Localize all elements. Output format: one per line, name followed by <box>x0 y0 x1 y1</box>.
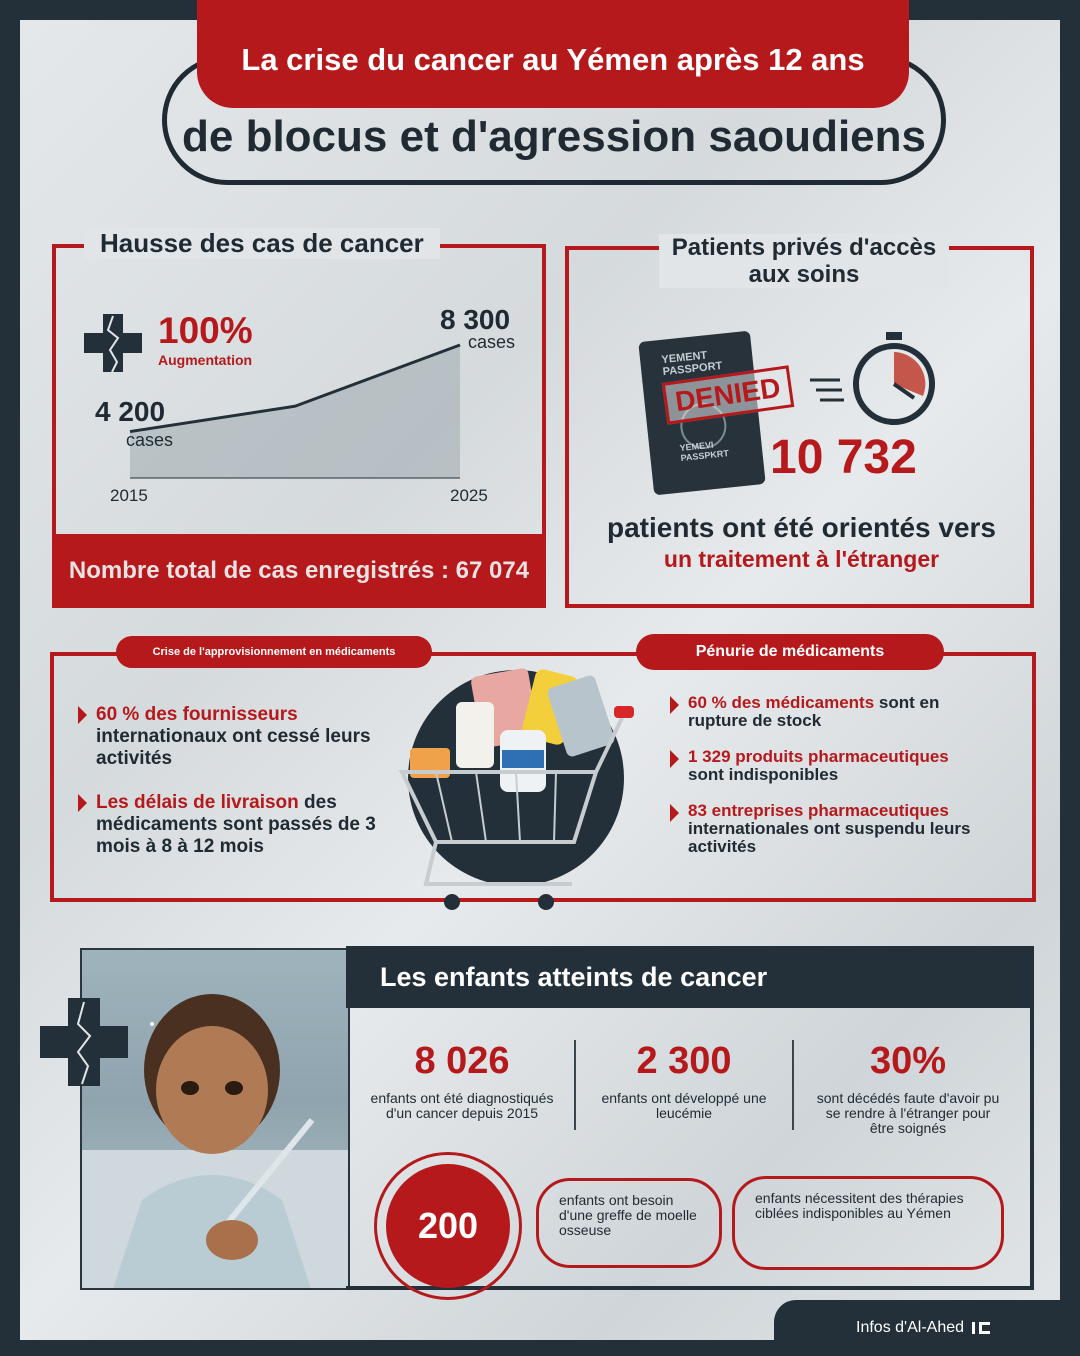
footer-label: Infos d'Al-Ahed <box>856 1319 965 1336</box>
supply-item-2-text: des médicaments sont passés de 3 mois à 8 à 12 mois <box>96 792 376 857</box>
stat-deaths-value: 30% <box>869 1040 947 1082</box>
arrow-icon <box>78 794 87 812</box>
supply-crisis-pill: Crise de l'approvisionnement en médicaments <box>116 636 432 668</box>
year-end: 2025 <box>450 486 488 505</box>
transplant-count: 200 <box>386 1164 510 1288</box>
shortage-item-2-highlight: 1 329 produits pharmaceutiques <box>688 747 949 766</box>
supply-item-1 <box>96 704 376 770</box>
cracked-cross-icon <box>38 996 130 1088</box>
shortage-item-2-text: sont indisponibles <box>688 765 839 784</box>
arrow-icon <box>670 804 679 822</box>
start-unit: cases <box>126 430 174 450</box>
stat-diagnosed-value: 8 026 <box>414 1040 510 1082</box>
stat-deaths <box>812 1040 1004 1136</box>
shortage-pill: Pénurie de médicaments <box>636 634 944 670</box>
total-cases-banner: Nombre total de cas enregistrés : 67 074 <box>52 534 546 608</box>
access-desc-line1: patients ont été orientés vers <box>606 512 996 543</box>
increase-label: Augmentation <box>158 352 253 368</box>
access-desc-line2: un traitement à l'étranger <box>663 546 940 572</box>
shortage-item-3-highlight: 83 entreprises pharmaceutiques <box>688 801 949 820</box>
shortage-item-2 <box>688 748 988 784</box>
shortage-item-3 <box>688 802 988 856</box>
passport-label-top: YEMENT PASSPORT <box>660 349 723 379</box>
divider <box>792 1040 794 1130</box>
access-title: Patients privés d'accès aux soins <box>659 234 949 288</box>
end-value: 8 300 <box>440 304 511 335</box>
therapy-caption: enfants nécessitent des thérapies ciblées indisponibles au Yémen <box>732 1176 1004 1270</box>
header-title-line2: de blocus et d'agression saoudiens <box>182 112 926 161</box>
year-start: 2015 <box>110 486 148 505</box>
footer-brand <box>774 1300 1060 1356</box>
shortage-item-1-text: sont en rupture de stock <box>688 693 940 730</box>
stopwatch-icon <box>806 330 944 430</box>
shortage-item-3-text: internationales ont suspendu leurs activités <box>688 819 971 856</box>
stat-diagnosed <box>364 1040 560 1121</box>
stat-deaths-desc: sont décédés faute d'avoir pu se rendre à l'étranger pour être soignés <box>816 1090 1000 1136</box>
denied-stamp: DENIED <box>662 365 794 424</box>
end-unit: cases <box>468 332 516 352</box>
denied-patients-count: 10 732 <box>770 431 917 484</box>
brand-logo-icon <box>972 1320 992 1336</box>
cases-rise-title: Hausse des cas de cancer <box>84 228 440 259</box>
stat-leukemia-desc: enfants ont développé une leucémie <box>601 1090 767 1121</box>
supply-item-2-highlight: Les délais de livraison <box>96 792 299 813</box>
arrow-icon <box>670 696 679 714</box>
children-title: Les enfants atteints de cancer <box>346 946 1034 1008</box>
passport-label-bottom: YEMEVI PASSPKRT <box>679 439 730 464</box>
stat-leukemia-value: 2 300 <box>636 1040 732 1082</box>
shortage-item-1 <box>688 694 988 730</box>
supply-item-1-highlight: 60 % des fournisseurs <box>96 704 298 725</box>
shortage-item-1-highlight: 60 % des médicaments <box>688 693 875 712</box>
start-value: 4 200 <box>95 396 166 427</box>
header-title-line1: La crise du cancer au Yémen après 12 ans <box>197 0 909 108</box>
stat-leukemia <box>596 1040 772 1121</box>
shopping-cart-icon <box>396 662 646 920</box>
supply-item-1-text: internationaux ont cessé leurs activités <box>96 726 371 769</box>
supply-item-2 <box>96 792 386 858</box>
divider <box>574 1040 576 1130</box>
increase-percent: 100% <box>158 310 253 351</box>
arrow-icon <box>78 706 87 724</box>
transplant-caption: enfants ont besoin d'une greffe de moelle osseuse <box>536 1178 722 1268</box>
stat-diagnosed-desc: enfants ont été diagnostiqués d'un cancer depuis 2015 <box>370 1090 554 1121</box>
arrow-icon <box>670 750 679 768</box>
